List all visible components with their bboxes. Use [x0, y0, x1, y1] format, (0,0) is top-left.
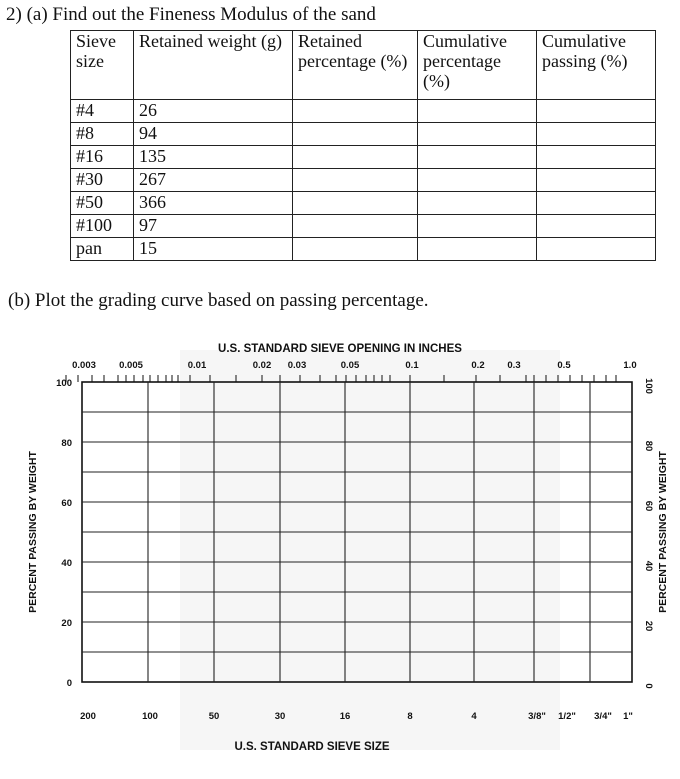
top-tick-label: 0.5: [557, 360, 571, 371]
top-tick-label: 0.1: [405, 360, 419, 371]
cell-sieve: #16: [71, 146, 134, 169]
cell-cumulative-pct[interactable]: [418, 192, 537, 215]
bottom-tick-label: 8: [407, 711, 413, 722]
table-header-row: [71, 31, 656, 100]
top-tick-label: 0.01: [187, 360, 207, 371]
cell-weight: 366: [134, 192, 293, 215]
cell-weight: 97: [134, 215, 293, 238]
table-row: [71, 123, 656, 146]
y-tick-label-left: 0: [66, 678, 72, 689]
y-axis-label-left: PERCENT PASSING BY WEIGHT: [27, 451, 39, 613]
header-sieve-size: Sieve size: [71, 31, 134, 100]
question-b-title: (b) Plot the grading curve based on passing percentage.: [8, 290, 429, 311]
top-axis-title: U.S. STANDARD SIEVE OPENING IN INCHES: [218, 343, 462, 355]
bottom-tick-label: 1/2": [558, 711, 576, 722]
cell-retained-pct[interactable]: [293, 100, 418, 123]
bottom-tick-label: 30: [274, 711, 286, 722]
y-tick-label-left: 40: [61, 558, 72, 569]
y-tick-label-left: 80: [61, 438, 72, 449]
cell-retained-pct[interactable]: [293, 192, 418, 215]
y-tick-label-left: 100: [56, 378, 72, 389]
y-tick-label-right: 80: [643, 440, 654, 452]
table-row: [71, 146, 656, 169]
top-tick-label: 0.2: [471, 360, 485, 371]
cell-cumulative-passing[interactable]: [537, 123, 656, 146]
cell-sieve: #8: [71, 123, 134, 146]
top-tick-label: 0.3: [507, 360, 521, 371]
cell-retained-pct[interactable]: [293, 238, 418, 261]
cell-retained-pct[interactable]: [293, 169, 418, 192]
paper-shade: [180, 350, 560, 750]
cell-cumulative-passing[interactable]: [537, 238, 656, 261]
cell-weight: 15: [134, 238, 293, 261]
cell-cumulative-pct[interactable]: [418, 146, 537, 169]
bottom-tick-label: 4: [471, 711, 477, 722]
top-tick-label: 0.05: [340, 360, 360, 371]
cell-cumulative-pct[interactable]: [418, 169, 537, 192]
top-tick-label: 1.0: [623, 360, 637, 371]
cell-sieve: #100: [71, 215, 134, 238]
y-tick-label-left: 20: [61, 618, 72, 629]
cell-cumulative-passing[interactable]: [537, 215, 656, 238]
top-tick-label: 0.003: [72, 360, 96, 371]
cell-sieve: #4: [71, 100, 134, 123]
cell-retained-pct[interactable]: [293, 146, 418, 169]
bottom-tick-label: 16: [339, 711, 351, 722]
cell-sieve: pan: [71, 238, 134, 261]
bottom-tick-label: 3/4": [594, 711, 612, 722]
cell-weight: 94: [134, 123, 293, 146]
sieve-table: [70, 30, 656, 261]
cell-sieve: #30: [71, 169, 134, 192]
header-retained-weight: Retained weight (g): [134, 31, 293, 100]
header-cumulative-passing: Cumulative passing (%): [537, 31, 656, 100]
table-row: [71, 238, 656, 261]
cell-weight: 267: [134, 169, 293, 192]
y-tick-label-right: 100: [643, 378, 654, 394]
cell-cumulative-pct[interactable]: [418, 215, 537, 238]
y-tick-label-right: 60: [643, 500, 654, 512]
cell-cumulative-pct[interactable]: [418, 100, 537, 123]
bottom-tick-label: 200: [80, 711, 96, 722]
cell-cumulative-passing[interactable]: [537, 146, 656, 169]
y-axis-label-right: PERCENT PASSING BY WEIGHT: [657, 451, 669, 613]
bottom-tick-label: 50: [208, 711, 220, 722]
question-a-title: 2) (a) Find out the Fineness Modulus of the sand: [6, 4, 376, 25]
table-row: [71, 169, 656, 192]
grading-chart: [0, 330, 680, 770]
top-tick-label: 0.02: [252, 360, 272, 371]
cell-cumulative-passing[interactable]: [537, 192, 656, 215]
table-row: [71, 192, 656, 215]
bottom-axis-title: U.S. STANDARD SIEVE SIZE: [234, 741, 390, 753]
cell-sieve: #50: [71, 192, 134, 215]
header-retained-percentage: Retained percentage (%): [293, 31, 418, 100]
bottom-tick-label: 3/8": [528, 711, 546, 722]
cell-weight: 135: [134, 146, 293, 169]
cell-cumulative-passing[interactable]: [537, 169, 656, 192]
y-tick-label-left: 60: [61, 498, 72, 509]
top-tick-label: 0.005: [119, 360, 143, 371]
header-cumulative-percentage: Cumulative percentage (%): [418, 31, 537, 100]
cell-cumulative-passing[interactable]: [537, 100, 656, 123]
cell-weight: 26: [134, 100, 293, 123]
bottom-tick-label: 1": [623, 711, 633, 722]
cell-cumulative-pct[interactable]: [418, 123, 537, 146]
cell-retained-pct[interactable]: [293, 123, 418, 146]
top-tick-label: 0.03: [287, 360, 307, 371]
cell-cumulative-pct[interactable]: [418, 238, 537, 261]
y-tick-label-right: 40: [643, 560, 654, 572]
bottom-tick-label: 100: [142, 711, 158, 722]
cell-retained-pct[interactable]: [293, 215, 418, 238]
table-row: [71, 100, 656, 123]
y-tick-label-right: 0: [643, 683, 654, 689]
table-row: [71, 215, 656, 238]
y-tick-label-right: 20: [643, 620, 654, 632]
